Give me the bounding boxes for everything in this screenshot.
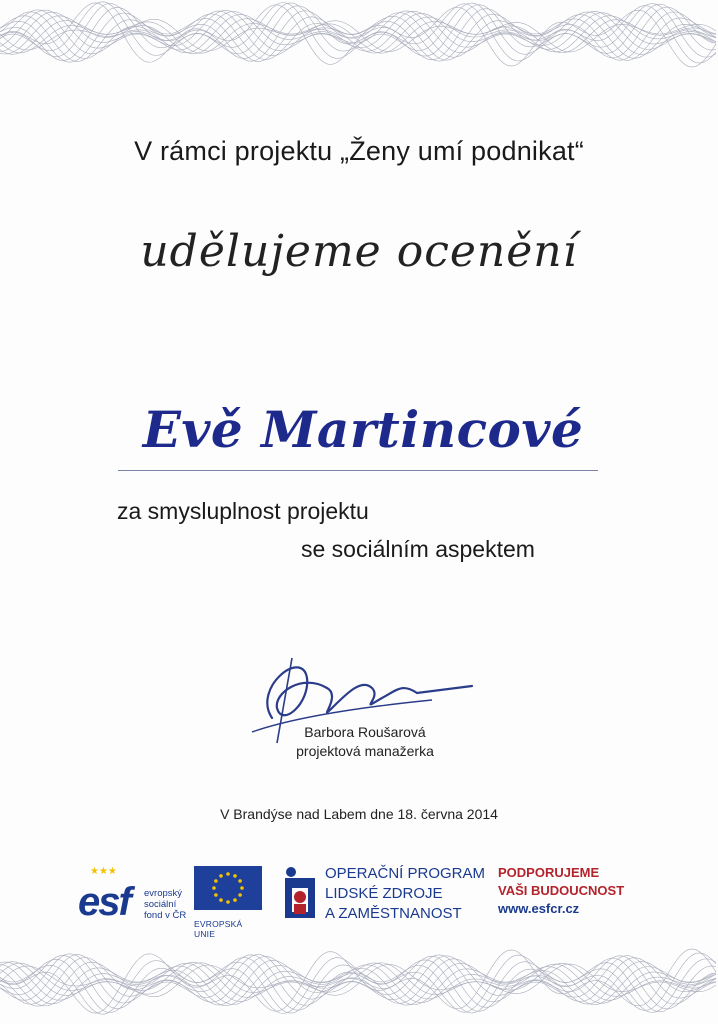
eu-logo bbox=[194, 866, 266, 939]
esf-wordmark: esf bbox=[78, 880, 130, 924]
eu-star-icon bbox=[226, 872, 230, 876]
handwritten-signature bbox=[232, 648, 482, 758]
eu-flag-icon bbox=[194, 866, 262, 910]
reason-line-1: za smysluplnost projektu bbox=[117, 498, 369, 524]
op-figure-icon bbox=[283, 864, 319, 922]
eu-star-icon bbox=[212, 886, 216, 890]
eu-star-icon bbox=[219, 874, 223, 878]
reason-line-2: se sociálním aspektem bbox=[301, 536, 535, 562]
eu-star-icon bbox=[238, 893, 242, 897]
name-underline bbox=[118, 470, 598, 471]
support-line-2: VAŠI BUDOUCNOST bbox=[498, 883, 625, 898]
award-subtitle: udělujeme ocenění bbox=[140, 226, 578, 277]
eu-star-icon bbox=[240, 886, 244, 890]
decorative-border-top bbox=[0, 0, 718, 70]
signatory-role: projektová manažerka bbox=[296, 743, 434, 759]
certificate-heading: V rámci projektu „Ženy umí podnikat“ bbox=[134, 136, 584, 166]
eu-star-icon bbox=[214, 893, 218, 897]
eu-star-icon bbox=[219, 898, 223, 902]
eu-star-icon bbox=[238, 879, 242, 883]
esf-logo bbox=[78, 866, 188, 926]
esf-caption-line-1: evropský bbox=[144, 888, 183, 899]
op-caption-line-3: A ZAMĚSTNANOST bbox=[325, 905, 462, 922]
eu-star-icon bbox=[233, 874, 237, 878]
support-line-1: PODPORUJEME bbox=[498, 865, 600, 880]
recipient-name: Evě Martincové bbox=[142, 400, 584, 459]
eu-star-icon bbox=[214, 879, 218, 883]
eu-star-icon bbox=[226, 900, 230, 904]
op-caption-line-2: LIDSKÉ ZDROJE bbox=[325, 885, 443, 902]
place-and-date: V Brandýse nad Labem dne 18. června 2014 bbox=[220, 806, 498, 822]
support-slogan bbox=[498, 864, 624, 918]
eu-label: EVROPSKÁ UNIE bbox=[194, 919, 243, 939]
op-caption bbox=[325, 864, 485, 924]
support-website: www.esfcr.cz bbox=[498, 901, 580, 916]
decorative-border-bottom bbox=[0, 946, 718, 1016]
signatory-name: Barbora Roušarová bbox=[304, 724, 426, 740]
eu-star-icon bbox=[233, 898, 237, 902]
esf-caption-line-3: fond v ČR bbox=[144, 910, 187, 921]
op-caption-line-1: OPERAČNÍ PROGRAM bbox=[325, 865, 486, 882]
esf-stars-icon: ★★★ bbox=[90, 866, 117, 877]
esf-caption-line-2: sociální bbox=[144, 899, 177, 910]
sponsor-logos bbox=[78, 862, 638, 939]
